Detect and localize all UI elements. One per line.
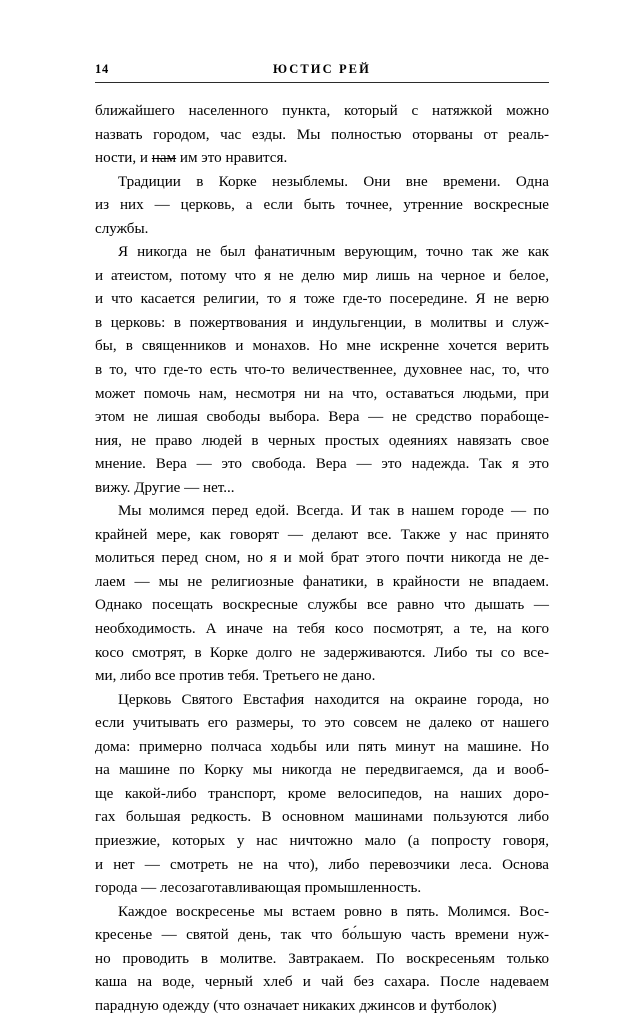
body-paragraph	[95, 241, 549, 500]
text-line: если учитывать его размеры, то это совсем не далеко от нашего	[95, 715, 549, 732]
text-line: ности, и нам им это нравится.	[95, 150, 288, 167]
text-line: ближайшего населенного пункта, который с натяжкой можно	[95, 103, 549, 119]
text-line: лаем — мы не религиозные фанатики, в крайности не впадаем.	[95, 573, 549, 590]
text-line: крайней мере, как говорят — делают все. Также у нас принято	[95, 526, 549, 543]
text-line: этом не лишая свободы выбора. Вера — не средство порабоще-	[95, 409, 549, 426]
text-line: кресенье — святой день, так что бо́льшую часть времени нуж-	[95, 927, 549, 944]
text-line: Мы молимся перед едой. Всегда. И так в нашем городе — по	[118, 503, 549, 520]
text-line: на машине по Корку мы никогда не передвигаемся, да и вооб-	[95, 762, 549, 779]
text-line: дома: примерно полчаса ходьбы или пять минут на машине. Но	[95, 738, 549, 755]
text-line: и что касается религии, то я тоже где-то посередине. Я не верю	[95, 291, 549, 308]
page-folio-number: 14	[95, 62, 110, 76]
text-line: вижу. Другие — нет...	[95, 479, 235, 496]
body-paragraph	[95, 500, 549, 688]
text-line: в церковь: в пожертвования и индульгенции, в молитвы и служ-	[95, 314, 549, 331]
text-line: приезжие, которых у нас ничтожно мало (а попросту говоря,	[95, 832, 549, 849]
text-line: и атеистом, потому что я не делю мир лишь на черное и белое,	[95, 267, 549, 284]
page-body-text	[95, 100, 549, 1018]
text-line: из них — церковь, а если быть точнее, утренние воскресные	[95, 197, 549, 214]
text-line: бы, в священников и монахов. Но мне искренне хочется верить	[95, 338, 549, 355]
running-head-title: ЮСТИС РЕЙ	[273, 62, 371, 76]
body-paragraph	[95, 689, 549, 901]
text-line: молиться перед сном, но я и мой брат этого почти никогда не де-	[95, 550, 549, 567]
text-line: Каждое воскресенье мы встаем ровно в пять. Молимся. Вос-	[118, 903, 549, 920]
body-paragraph	[95, 171, 549, 242]
text-line: и нет — смотреть не на что), либо перевозчики леса. Основа	[95, 856, 549, 873]
text-line: Я никогда не был фанатичным верующим, точно так же как	[118, 244, 549, 261]
text-line: необходимость. А иначе на тебя косо посмотрят, а те, на кого	[95, 621, 549, 638]
text-line: косо смотрят, в Корке долго не задерживаются. Либо ты со все-	[95, 644, 549, 661]
text-line: парадную одежду (что означает никаких джинсов и футболок)	[95, 997, 497, 1014]
running-head	[95, 60, 549, 82]
text-line: ния, не право людей в черных простых одеяниях навязать свое	[95, 432, 549, 449]
header-rule-divider	[95, 82, 549, 83]
text-line: назвать городом, час езды. Мы полностью оторваны от реаль-	[95, 126, 549, 143]
body-paragraph	[95, 901, 549, 1018]
text-line: службы.	[95, 220, 149, 237]
text-line: в то, что где-то есть что-то величественнее, духовнее нас, то, что	[95, 362, 549, 379]
text-line: гах большая редкость. В основном машинами пользуются либо	[95, 809, 549, 826]
text-line: мнение. Вера — это свобода. Вера — это надежда. Так я это	[95, 456, 549, 473]
text-line: Традиции в Корке незыблемы. Они вне времени. Одна	[118, 173, 549, 190]
text-line: каша на воде, черный хлеб и чай без сахара. После надеваем	[95, 974, 549, 991]
text-line: ми, либо все против тебя. Третьего не дано.	[95, 668, 376, 685]
text-line: города — лесозаготавливающая промышленность.	[95, 880, 422, 897]
text-line: Церковь Святого Евстафия находится на окраине города, но	[118, 691, 549, 708]
text-line: Однако посещать воскресные службы все равно что дышать —	[95, 597, 549, 614]
struck-through-word: нам	[151, 150, 177, 167]
text-line: но проводить в молитве. Завтракаем. По воскресеньям только	[95, 950, 549, 967]
body-paragraph	[95, 100, 549, 171]
text-line: может помочь нам, несмотря ни на что, оставаться людьми, при	[95, 385, 549, 402]
text-line: ще какой-либо транспорт, кроме велосипедов, на наших доро-	[95, 785, 549, 802]
